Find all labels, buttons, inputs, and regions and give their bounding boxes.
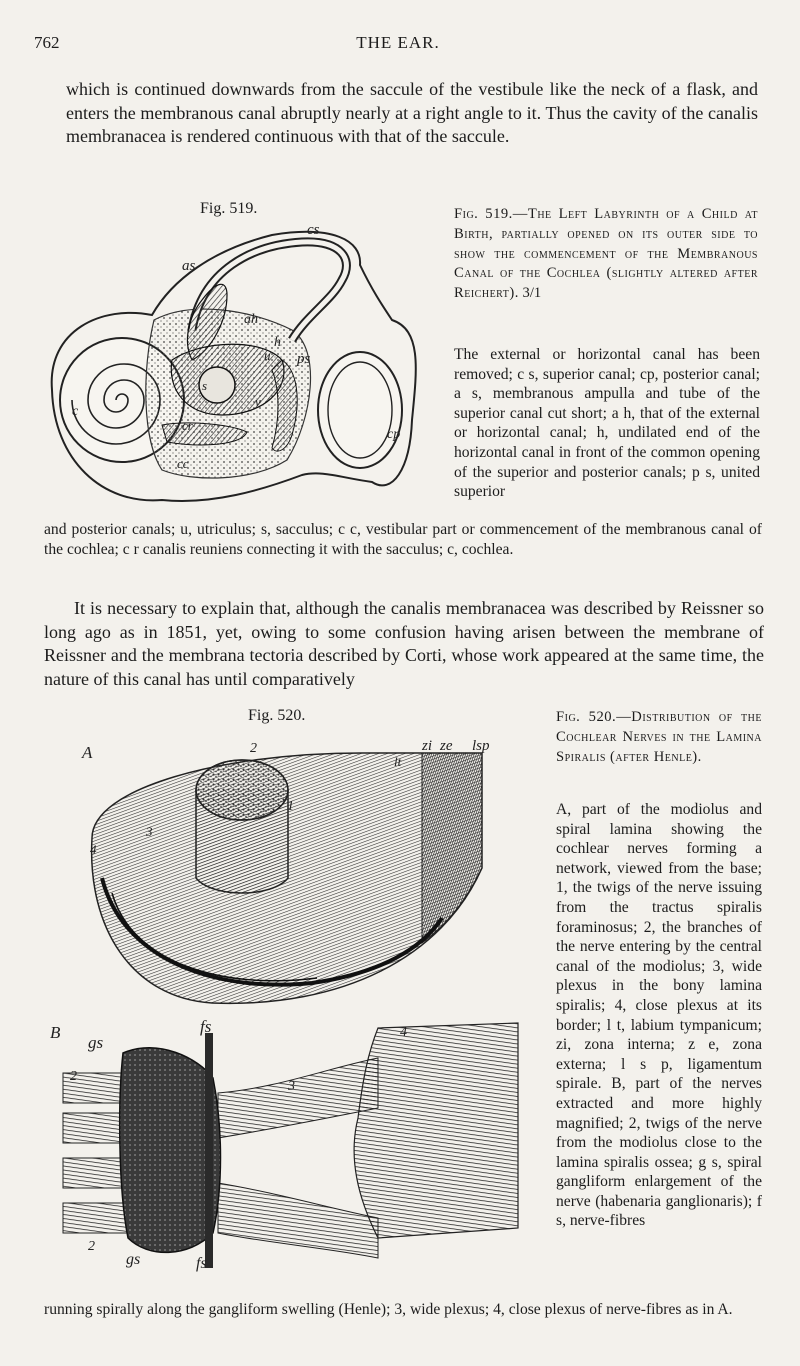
fig-520b-label-B: B [50,1023,61,1042]
fig-519-label-c: c [72,404,79,419]
fig-520a-label-A: A [82,743,93,762]
fig-520-caption-title-text: Fig. 520.—Distribution of the Cochlear Nerves in the Lamina Spiralis (after Henle). [556,709,762,765]
fig-519-posterior-canal [318,352,402,468]
running-head: THE EAR. [356,33,440,52]
fig-520b-label-3: 3 [288,1079,295,1094]
fig-519-caption-body: The external or horizontal canal has been removed; c s, superior canal; cp, posterior canal; a s, membranous ampulla and tube of the superior canal cut short; a h, that of the external or horizontal canal; h, undilated end of the horizontal canal in front of the common opening of the superior and posterior canals; p s, united superior [454,346,760,501]
fig-519-label-as: as [182,258,196,274]
paragraph-1: which is continued downwards from the saccule of the vestibule like the neck of a flask, and enters the membranous canal abruptly nearly at a right angle to it. Thus the cavity of the canalis membranacea is rendered continuous with that of the saccule. [66,79,758,146]
fig-520a-label-zi: zi [422,738,433,754]
fig-519-label-h: h [274,335,281,350]
fig-519-label-ah: ah [244,312,258,327]
fig-519-caption-continued: and posterior canals; u, utriculus; s, sacculus; c c, vestibular part or commencement of the membranous canal of the cochlea; c r canalis reuniens connecting it with the sacculus; c, cochlea. [44,521,762,558]
fig-519-label: Fig. 519. [200,200,258,217]
fig-520a-label-ze: ze [440,738,453,754]
fig-519-label-cp: cp [387,427,401,442]
fig-520a-zona-band [422,753,482,943]
fig-520a-label-4: 4 [90,842,97,857]
fig-520b-label-2-bottom: 2 [88,1239,95,1254]
fig-520a-label-lt: lt [394,754,402,769]
fig-520-label: Fig. 520. [248,707,306,724]
fig-520b-label-4: 4 [400,1025,407,1040]
paragraph-2: It is necessary to explain that, although the canalis membranacea was described by Reissner so long ago as in 1851, yet, owing to some confusion having arisen between the membrane of Reissner and the membrana tectoria described by Corti, whose work appeared at the same time, the nature of this canal has until comparatively [44,598,764,689]
fig-520-caption-title [556,708,762,767]
fig-520a-label-3: 3 [146,824,153,839]
fig-520b-wide-plexus-1 [218,1058,378,1138]
fig-519-label-s: s [202,378,208,393]
fig-520b-label-gs-bottom: gs [126,1251,141,1268]
fig-520b-close-plexus [354,1023,518,1238]
page-header [34,33,762,57]
fig-520b-label-fs-bottom: fs [196,1255,207,1272]
fig-520b-fs-fibres [205,1033,213,1268]
fig-519-label-cr: cr [182,418,193,433]
fig-519-label-cc: cc [177,456,189,471]
fig-519-label-v: v [255,394,261,409]
fig-520-caption-body: A, part of the modiolus and spiral lamina showing the cochlear nerves forming a network, viewed from the base; 1, the twigs of the nerve issuing from the tractus spiralis foraminosus; 2, the branches of the nerve entering by the central canal of the modiolus; 3, wide plexus in the bony lamina spiralis; 4, close plexus at its border; l t, labium tympanicum; zi, zona interna; z e, zona externa; l s p, ligamentum spirale. B, part of the nerves extracted and more highly magnified; 2, twigs of the nerve from the modiolus close to the lamina spiralis ossea; g s, spiral gangliform enlargement of the nerve (habenaria ganglionaris); f s, nerve-fibres [556,801,762,1230]
fig-520a-label-lsp: lsp [472,738,490,754]
fig-519-illustration [42,220,442,520]
fig-519-label-u: u [264,348,271,363]
fig-520-caption-continued: running spirally along the gangliform swelling (Henle); 3, wide plexus; 4, close plexus of nerve-fibres as in A. [44,1301,733,1318]
fig-519-label-cs: cs [307,222,320,238]
fig-520b-illustration [48,1018,528,1278]
fig-519-label-ps: ps [297,351,311,367]
fig-519-magnification: 3/1 [522,285,542,302]
fig-519-caption-title [454,205,758,304]
fig-520b-label-fs-top: fs [200,1018,212,1036]
fig-520b-wide-plexus-2 [218,1183,378,1258]
page-number: 762 [34,33,60,52]
fig-520b-label-gs-top: gs [88,1033,104,1052]
fig-520b-label-2-top: 2 [70,1069,77,1084]
fig-520a-label-1: 1 [287,799,294,814]
fig-520a-label-2: 2 [250,741,257,756]
fig-519-caption-title-text: Fig. 519.—The Left Labyrinth of a Child at Birth, partially opened on its outer side to show the commencement of the Membranous Canal of the Cochlea (slightly altered after Reichert). [454,206,758,302]
fig-520a-illustration [62,728,532,1028]
